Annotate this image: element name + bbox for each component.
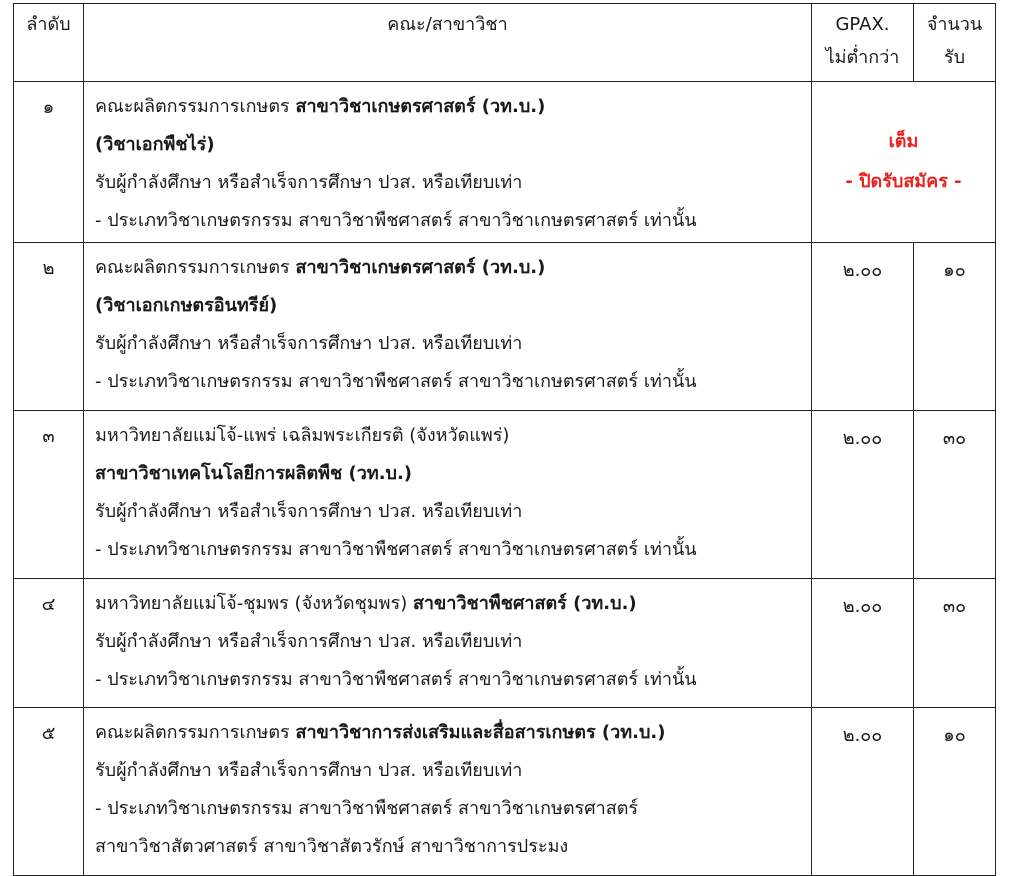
header-count [914, 4, 996, 82]
header-program-label: คณะ/สาขาวิชา [387, 14, 508, 35]
line-text: - ประเภทวิชาเกษตรกรรม สาขาวิชาพืชศาสตร์ สาขาวิชาเกษตรศาสตร์ เท่านั้น [95, 210, 697, 231]
header-program [84, 4, 812, 82]
program-line [95, 325, 811, 363]
row-number: ๔ [14, 579, 84, 708]
count-value: ๑๐ [914, 708, 996, 876]
table-row [14, 708, 996, 876]
program-cell [84, 243, 812, 411]
header-no [14, 4, 84, 82]
program-line [95, 455, 811, 493]
table-header-row [14, 4, 996, 82]
program-line [95, 126, 811, 164]
gpa-value: ๒.๐๐ [812, 708, 914, 876]
program-line [95, 752, 811, 790]
program-line [95, 493, 811, 531]
program-line [95, 363, 811, 401]
header-no-label: ลำดับ [26, 14, 71, 35]
program-line [95, 417, 811, 455]
status-full: เต็ม [888, 131, 919, 152]
line-text: - ประเภทวิชาเกษตรกรรม สาขาวิชาพืชศาสตร์ สาขาวิชาเกษตรศาสตร์ เท่านั้น [95, 669, 697, 690]
row-number: ๒ [14, 243, 84, 411]
line-text: รับผู้กำลังศึกษา หรือสำเร็จการศึกษา ปวส. หรือเทียบเท่า [95, 172, 523, 193]
admission-table-wrapper [13, 3, 996, 876]
program-cell [84, 82, 812, 243]
header-gpa-line2: ไม่ต่ำกว่า [825, 47, 900, 68]
program-line [95, 790, 811, 828]
table-row [14, 243, 996, 411]
program-line [95, 249, 811, 287]
program-line [95, 531, 811, 569]
count-value: ๑๐ [914, 243, 996, 411]
status-cell [812, 82, 996, 243]
program-line [95, 661, 811, 699]
line-text: รับผู้กำลังศึกษา หรือสำเร็จการศึกษา ปวส. หรือเทียบเท่า [95, 333, 523, 354]
gpa-value: ๒.๐๐ [812, 579, 914, 708]
header-count-line2: รับ [943, 47, 966, 68]
line-bold-text: (วิชาเอกพืชไร่) [95, 134, 215, 155]
table-row [14, 579, 996, 708]
line-bold-text: สาขาวิชาพืชศาสตร์ (วท.บ.) [412, 593, 637, 614]
table-row [14, 411, 996, 579]
line-text: คณะผลิตกรรมการเกษตร [95, 257, 296, 278]
gpa-value: ๒.๐๐ [812, 243, 914, 411]
program-line [95, 623, 811, 661]
program-line [95, 287, 811, 325]
line-bold-text: (วิชาเอกเกษตรอินทรีย์) [95, 295, 278, 316]
row-number: ๕ [14, 708, 84, 876]
line-text: มหาวิทยาลัยแม่โจ้-ชุมพร (จังหวัดชุมพร) [95, 593, 413, 614]
row-number: ๑ [14, 82, 84, 243]
program-line [95, 585, 811, 623]
line-text: - ประเภทวิชาเกษตรกรรม สาขาวิชาพืชศาสตร์ สาขาวิชาเกษตรศาสตร์ เท่านั้น [95, 539, 697, 560]
admission-table [13, 3, 996, 876]
line-text: - ประเภทวิชาเกษตรกรรม สาขาวิชาพืชศาสตร์ สาขาวิชาเกษตรศาสตร์ เท่านั้น [95, 371, 697, 392]
line-text: - ประเภทวิชาเกษตรกรรม สาขาวิชาพืชศาสตร์ สาขาวิชาเกษตรศาสตร์ [95, 798, 639, 819]
program-cell [84, 708, 812, 876]
line-text: รับผู้กำลังศึกษา หรือสำเร็จการศึกษา ปวส. หรือเทียบเท่า [95, 631, 523, 652]
program-line [95, 828, 811, 866]
line-bold-text: สาขาวิชาเกษตรศาสตร์ (วท.บ.) [295, 96, 546, 117]
header-gpa-line1: GPAX. [835, 14, 890, 35]
header-gpa [812, 4, 914, 82]
line-text: รับผู้กำลังศึกษา หรือสำเร็จการศึกษา ปวส. หรือเทียบเท่า [95, 501, 523, 522]
program-cell [84, 579, 812, 708]
line-bold-text: สาขาวิชาเทคโนโลยีการผลิตพืช (วท.บ.) [95, 463, 413, 484]
gpa-value: ๒.๐๐ [812, 411, 914, 579]
line-text: คณะผลิตกรรมการเกษตร [95, 96, 296, 117]
line-text: สาขาวิชาสัตวศาสตร์ สาขาวิชาสัตวรักษ์ สาขาวิชาการประมง [95, 836, 569, 857]
table-row [14, 82, 996, 243]
line-text: มหาวิทยาลัยแม่โจ้-แพร่ เฉลิมพระเกียรติ (จังหวัดแพร่) [95, 425, 510, 446]
program-line [95, 88, 811, 126]
count-value: ๓๐ [914, 579, 996, 708]
row-number: ๓ [14, 411, 84, 579]
line-bold-text: สาขาวิชาเกษตรศาสตร์ (วท.บ.) [295, 257, 546, 278]
line-text: คณะผลิตกรรมการเกษตร [95, 722, 296, 743]
header-count-line1: จำนวน [926, 14, 983, 35]
program-cell [84, 411, 812, 579]
count-value: ๓๐ [914, 411, 996, 579]
line-text: รับผู้กำลังศึกษา หรือสำเร็จการศึกษา ปวส. หรือเทียบเท่า [95, 760, 523, 781]
line-bold-text: สาขาวิชาการส่งเสริมและสื่อสารเกษตร (วท.บ.) [295, 722, 666, 743]
program-line [95, 714, 811, 752]
program-line [95, 164, 811, 202]
status-closed: - ปิดรับสมัคร - [845, 171, 962, 192]
program-line [95, 202, 811, 240]
